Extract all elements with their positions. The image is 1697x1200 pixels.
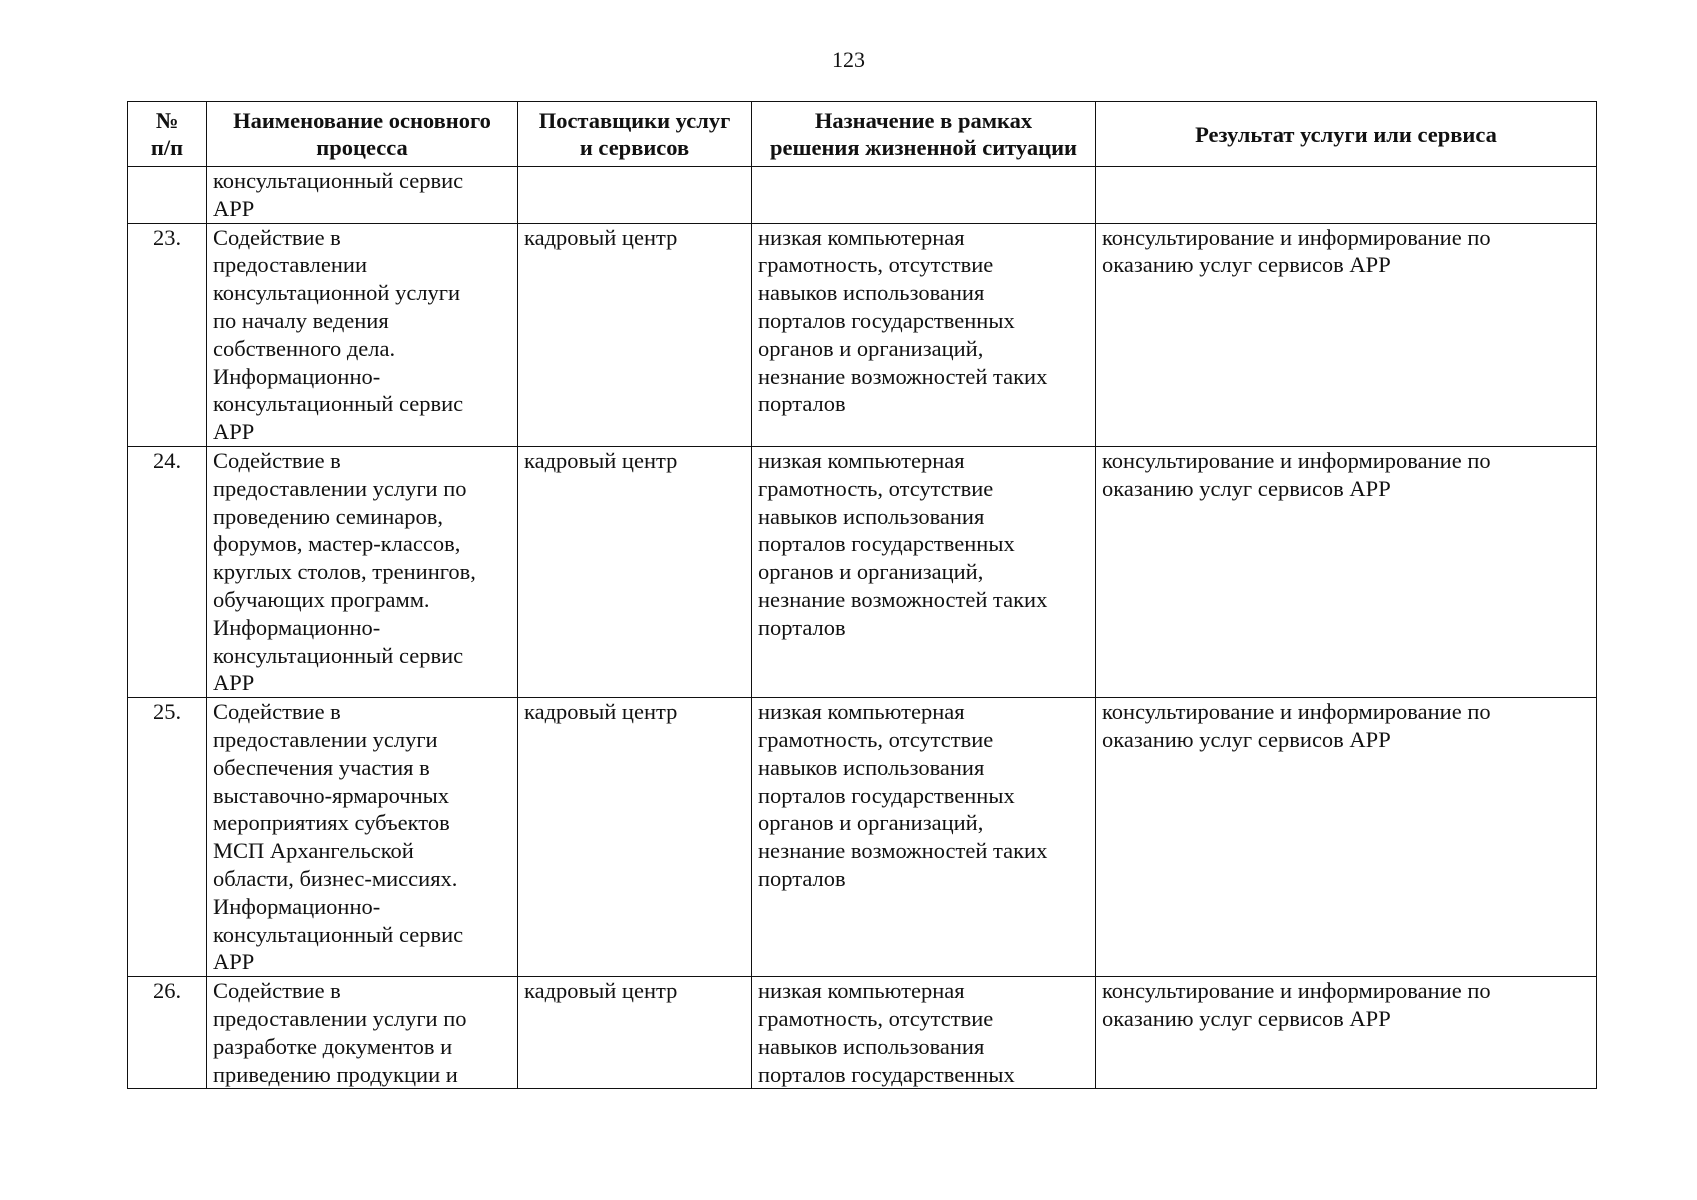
page-number: 123 (832, 47, 865, 72)
row-result: консультирование и информирование по оказанию услуг сервисов АРР (1096, 446, 1597, 697)
row-result (1096, 167, 1597, 224)
header-provider: Поставщики услуг и сервисов (518, 102, 752, 167)
table-header (128, 102, 1597, 167)
row-process: Содействие в предоставлении услуги обеспечения участия в выставочно-ярмарочных мероприятиях субъектов МСП Архангельской области, бизнес-миссиях. Информационно- консультационный сервис АРР (207, 698, 518, 977)
row-purpose: низкая компьютерная грамотность, отсутствие навыков использования порталов государственных органов и организаций, незнание возможностей таких порталов (752, 446, 1096, 697)
table-row (128, 446, 1597, 697)
row-provider (518, 167, 752, 224)
row-purpose: низкая компьютерная грамотность, отсутствие навыков использования порталов государственных органов и организаций, незнание возможностей таких порталов (752, 698, 1096, 977)
services-table (127, 101, 1597, 1089)
row-purpose: низкая компьютерная грамотность, отсутствие навыков использования порталов государственных (752, 977, 1096, 1089)
table-row (128, 977, 1597, 1089)
row-purpose (752, 167, 1096, 224)
row-process: Содействие в предоставлении услуги по проведению семинаров, форумов, мастер-классов, круглых столов, тренингов, обучающих программ. Информационно- консультационный сервис АРР (207, 446, 518, 697)
row-result: консультирование и информирование по оказанию услуг сервисов АРР (1096, 977, 1597, 1089)
row-provider: кадровый центр (518, 977, 752, 1089)
row-result: консультирование и информирование по оказанию услуг сервисов АРР (1096, 698, 1597, 977)
row-provider: кадровый центр (518, 446, 752, 697)
row-provider: кадровый центр (518, 698, 752, 977)
row-process: Содействие в предоставлении услуги по разработке документов и приведению продукции и (207, 977, 518, 1089)
header-process: Наименование основного процесса (207, 102, 518, 167)
table-row (128, 698, 1597, 977)
header-purpose: Назначение в рамках решения жизненной ситуации (752, 102, 1096, 167)
table-row (128, 223, 1597, 446)
row-provider: кадровый центр (518, 223, 752, 446)
row-number: 26. (128, 977, 207, 1089)
row-result: консультирование и информирование по оказанию услуг сервисов АРР (1096, 223, 1597, 446)
row-process: консультационный сервис АРР (207, 167, 518, 224)
row-number: 23. (128, 223, 207, 446)
row-process: Содействие в предоставлении консультационной услуги по началу ведения собственного дела. Информационно- консультационный сервис АРР (207, 223, 518, 446)
row-number: 24. (128, 446, 207, 697)
row-purpose: низкая компьютерная грамотность, отсутствие навыков использования порталов государственных органов и организаций, незнание возможностей таких порталов (752, 223, 1096, 446)
row-number: 25. (128, 698, 207, 977)
table-row (128, 167, 1597, 224)
row-number (128, 167, 207, 224)
header-result: Результат услуги или сервиса (1096, 102, 1597, 167)
header-number: № п/п (128, 102, 207, 167)
header-row (128, 102, 1597, 167)
